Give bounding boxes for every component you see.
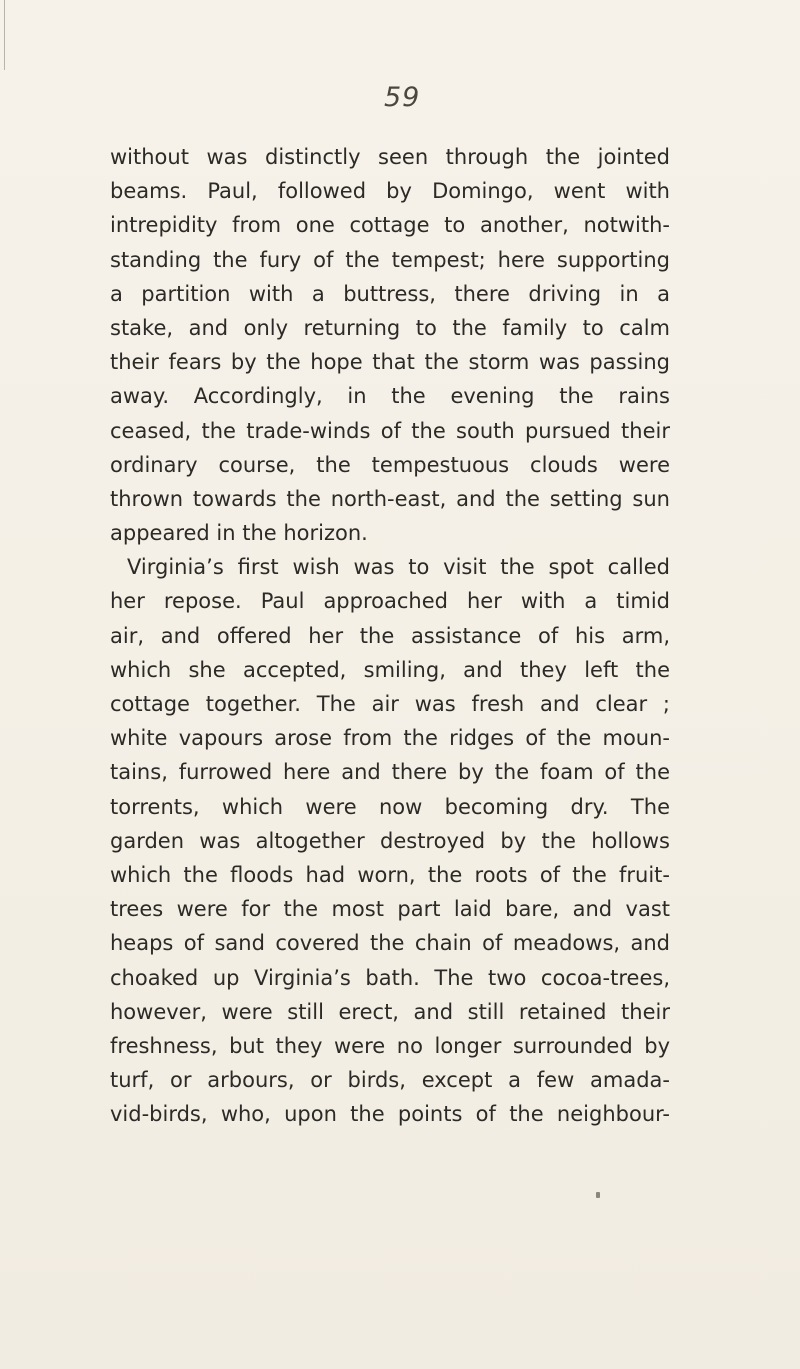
text-line: Virginia’s first wish was to visit the spot called: [127, 555, 670, 580]
text-line: vid-birds, who, upon the points of the neighbour-: [110, 1102, 670, 1127]
ink-speck: [596, 1192, 600, 1198]
page-number: 59: [384, 82, 421, 113]
text-line: thrown towards the north-east, and the setting sun: [110, 486, 670, 511]
text-line: without was distinctly seen through the jointed: [110, 145, 670, 169]
text-line: heaps of sand covered the chain of meadows, and: [110, 931, 670, 956]
text-line: a partition with a buttress, there driving in a: [110, 281, 670, 306]
text-line: trees were for the most part laid bare, and vast: [110, 897, 670, 922]
text-line: garden was altogether destroyed by the hollows: [110, 828, 670, 853]
text-line: turf, or arbours, or birds, except a few amada-: [110, 1068, 670, 1093]
text-line: torrents, which were now becoming dry. The: [110, 794, 670, 819]
page-edge-line: [4, 0, 5, 70]
text-line: ordinary course, the tempestuous clouds were: [110, 452, 670, 477]
body-text: [110, 140, 670, 1131]
text-line: intrepidity from one cottage to another, notwith-: [110, 213, 670, 238]
text-line: however, were still erect, and still retained their: [110, 999, 670, 1024]
text-line: tains, furrowed here and there by the foam of the: [110, 760, 670, 785]
text-line: which the floods had worn, the roots of the fruit-: [110, 862, 670, 887]
text-line: away. Accordingly, in the evening the rains: [110, 384, 670, 409]
text-line: their fears by the hope that the storm was passing: [110, 350, 670, 375]
text-line: standing the fury of the tempest; here supporting: [110, 247, 670, 272]
text-line: her repose. Paul approached her with a timid: [110, 589, 670, 614]
text-line: white vapours arose from the ridges of the moun-: [110, 726, 670, 751]
text-line: cottage together. The air was fresh and clear ;: [110, 692, 670, 716]
text-line: air, and offered her the assistance of his arm,: [110, 623, 670, 648]
text-line: stake, and only returning to the family to calm: [110, 315, 670, 340]
text-line: choaked up Virginia’s bath. The two cocoa-trees,: [110, 965, 670, 990]
text-line: beams. Paul, followed by Domingo, went with: [110, 179, 670, 204]
text-line: freshness, but they were no longer surrounded by: [110, 1033, 670, 1058]
text-line: appeared in the horizon.: [110, 521, 368, 546]
text-line: ceased, the trade-winds of the south pursued their: [110, 418, 670, 443]
text-line: which she accepted, smiling, and they left the: [110, 657, 670, 682]
